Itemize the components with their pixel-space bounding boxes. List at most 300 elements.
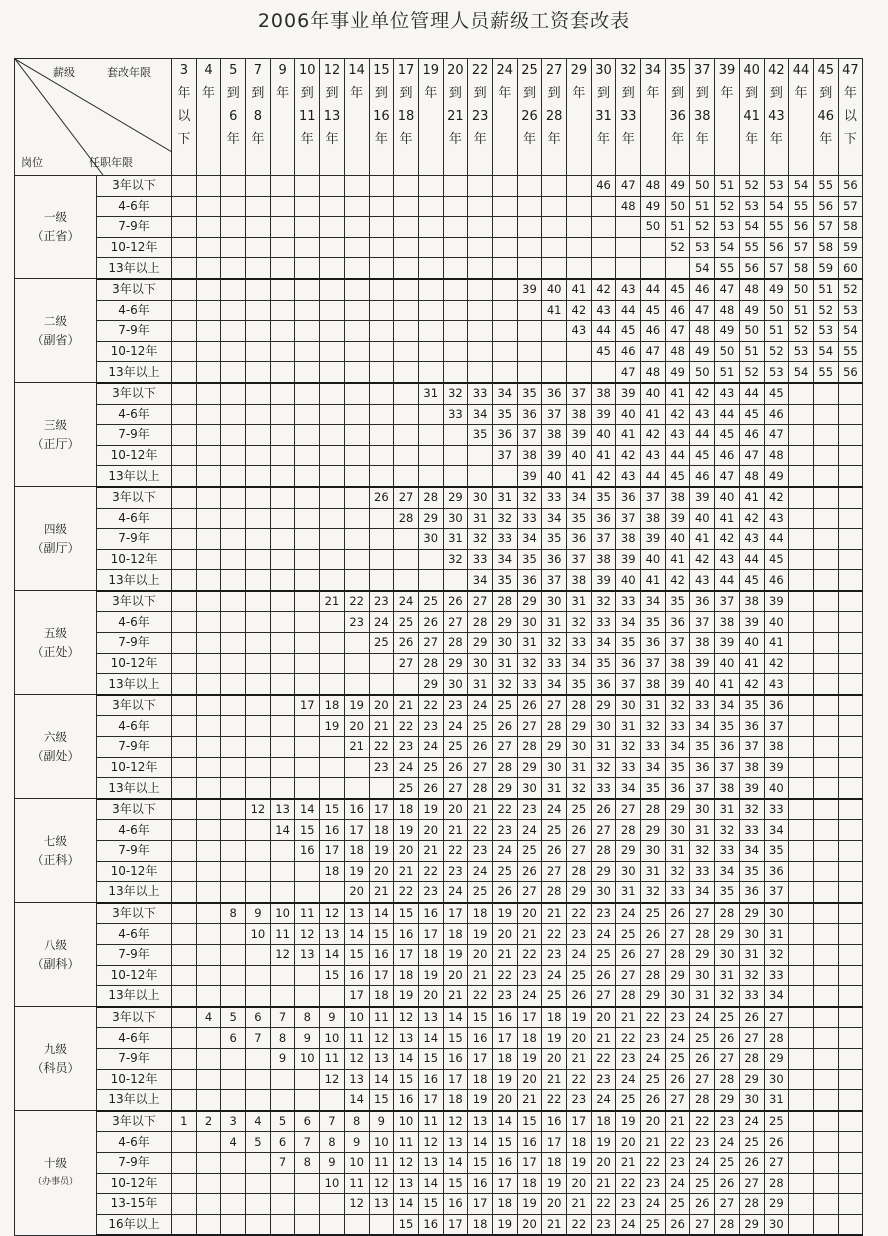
empty-cell [789,383,814,404]
column-header [270,59,295,176]
salary-grade-value: 33 [492,529,517,550]
empty-cell [838,425,863,446]
column-header-part: 6 [229,109,238,124]
salary-grade-value: 42 [715,529,740,550]
salary-grade-value: 49 [690,341,715,362]
column-header-part: 到 [448,86,462,101]
column-header-part: 8 [253,109,263,124]
empty-cell [196,237,221,258]
salary-grade-value: 24 [641,1194,666,1215]
salary-grade-value: 28 [394,508,419,529]
salary-grade-value: 22 [517,944,542,965]
column-header-part: 18 [397,109,415,124]
salary-grade-value: 20 [443,799,468,820]
salary-grade-value: 26 [394,633,419,654]
salary-grade-value: 24 [690,1007,715,1028]
header-row [15,59,863,176]
salary-grade-value: 32 [665,695,690,716]
empty-cell [320,196,345,217]
salary-grade-value: 35 [641,612,666,633]
empty-cell [295,882,320,903]
empty-cell [320,633,345,654]
salary-grade-value: 25 [542,820,567,841]
empty-cell [468,300,493,321]
empty-cell [344,529,369,550]
salary-grade-value: 22 [616,1173,641,1194]
salary-grade-value: 50 [715,341,740,362]
salary-grade-value: 46 [715,445,740,466]
salary-grade-value: 14 [369,1069,394,1090]
column-header [418,59,443,176]
empty-cell [517,196,542,217]
empty-cell [295,1173,320,1194]
empty-cell [172,362,197,383]
empty-cell [789,529,814,550]
salary-grade-value: 26 [690,1194,715,1215]
empty-cell [838,404,863,425]
salary-grade-value: 21 [418,841,443,862]
empty-cell [246,1048,271,1069]
salary-grade-value: 37 [665,633,690,654]
salary-grade-value: 12 [418,1132,443,1153]
salary-grade-value: 36 [591,674,616,695]
salary-grade-value: 40 [616,404,641,425]
salary-grade-value: 12 [369,1028,394,1049]
empty-cell [246,445,271,466]
empty-cell [172,799,197,820]
empty-cell [838,1173,863,1194]
column-header-part: 43 [768,109,785,124]
empty-cell [813,445,838,466]
salary-grade-value: 26 [665,1214,690,1235]
salary-grade-value: 23 [492,986,517,1007]
column-header-part: 年 [226,132,240,147]
empty-cell [369,570,394,591]
salary-grade-value: 31 [443,529,468,550]
salary-grade-value: 16 [443,1048,468,1069]
salary-grade-value: 32 [567,612,592,633]
salary-grade-value: 28 [591,841,616,862]
salary-grade-value: 22 [542,924,567,945]
empty-cell [221,237,246,258]
column-header-part: 13 [323,109,341,124]
salary-grade-value: 17 [517,1152,542,1173]
salary-grade-value: 22 [443,841,468,862]
salary-grade-value: 21 [492,944,517,965]
salary-grade-value: 20 [369,861,394,882]
salary-grade-value: 43 [616,466,641,487]
salary-grade-value: 21 [591,1028,616,1049]
salary-grade-value: 14 [394,1194,419,1215]
salary-grade-value: 28 [468,612,493,633]
empty-cell [542,217,567,238]
salary-grade-value: 25 [665,1048,690,1069]
tenure-cell: 13年以上 [97,882,172,903]
empty-cell [270,716,295,737]
salary-grade-value: 37 [641,487,666,508]
empty-cell [813,1069,838,1090]
salary-grade-value: 26 [418,778,443,799]
empty-cell [246,716,271,737]
salary-grade-value: 43 [715,549,740,570]
column-header [246,59,271,176]
salary-grade-value: 13 [320,924,345,945]
empty-cell [517,217,542,238]
table-row [15,695,863,716]
salary-grade-value: 34 [715,695,740,716]
salary-grade-value: 18 [443,924,468,945]
empty-cell [270,362,295,383]
salary-grade-value: 26 [468,737,493,758]
salary-grade-value: 29 [443,487,468,508]
empty-cell [270,1069,295,1090]
salary-grade-value: 39 [665,508,690,529]
empty-cell [344,487,369,508]
salary-grade-value: 30 [764,1069,789,1090]
salary-grade-value: 27 [641,944,666,965]
column-header-part: 35 [669,63,686,78]
table-row [15,258,863,279]
empty-cell [542,176,567,197]
salary-grade-value: 42 [764,487,789,508]
salary-grade-value: 41 [739,487,764,508]
salary-grade-value: 29 [517,591,542,612]
empty-cell [418,176,443,197]
salary-grade-value: 29 [443,653,468,674]
empty-cell [517,258,542,279]
empty-cell [369,445,394,466]
empty-cell [221,549,246,570]
grade-cell [15,176,97,279]
empty-cell [418,321,443,342]
empty-cell [295,1090,320,1111]
empty-cell [789,487,814,508]
empty-cell [320,757,345,778]
empty-cell [394,217,419,238]
salary-grade-value: 50 [690,362,715,383]
salary-grade-value: 44 [690,425,715,446]
column-header-part: 25 [521,63,538,78]
empty-cell [789,653,814,674]
salary-grade-value: 40 [690,508,715,529]
empty-cell [295,986,320,1007]
salary-grade-value: 20 [542,1194,567,1215]
salary-grade-value: 26 [641,924,666,945]
empty-cell [838,716,863,737]
salary-grade-value: 34 [517,529,542,550]
salary-grade-value: 21 [542,903,567,924]
tenure-cell: 10-12年 [97,549,172,570]
salary-grade-value: 43 [690,404,715,425]
empty-cell [418,341,443,362]
salary-grade-value: 18 [418,944,443,965]
salary-grade-value: 22 [567,1069,592,1090]
salary-grade-value: 19 [394,820,419,841]
salary-grade-value: 26 [443,591,468,612]
empty-cell [246,549,271,570]
column-header-part: 年 [819,132,833,147]
empty-cell [196,716,221,737]
column-header [567,59,592,176]
tenure-cell: 3年以下 [97,1007,172,1028]
column-header-part: 年 [720,86,734,101]
table-row [15,404,863,425]
salary-grade-value: 10 [246,924,271,945]
empty-cell [221,341,246,362]
salary-grade-value: 24 [418,737,443,758]
salary-grade-value: 8 [221,903,246,924]
empty-cell [394,176,419,197]
empty-cell [838,1152,863,1173]
empty-cell [172,1069,197,1090]
column-header-part: 年 [646,86,660,101]
column-header-part: 年 [522,132,536,147]
salary-grade-value: 20 [418,986,443,1007]
grade-cell [15,903,97,1007]
empty-cell [394,529,419,550]
salary-grade-value: 21 [443,820,468,841]
empty-cell [394,279,419,300]
salary-grade-value: 31 [641,695,666,716]
salary-grade-value: 30 [517,778,542,799]
empty-cell [320,508,345,529]
empty-cell [344,279,369,300]
table-row [15,217,863,238]
salary-grade-value: 35 [739,861,764,882]
salary-grade-value: 33 [739,986,764,1007]
salary-grade-value: 18 [542,1007,567,1028]
salary-grade-value: 12 [394,1007,419,1028]
empty-cell [443,237,468,258]
salary-grade-value: 33 [690,861,715,882]
empty-cell [468,466,493,487]
salary-grade-value: 24 [542,965,567,986]
salary-grade-value: 23 [517,799,542,820]
salary-grade-value: 25 [567,965,592,986]
empty-cell [172,986,197,1007]
tenure-cell: 10-12年 [97,1173,172,1194]
empty-cell [394,674,419,695]
empty-cell [221,841,246,862]
salary-grade-value: 26 [739,1152,764,1173]
empty-cell [270,341,295,362]
salary-grade-value: 25 [369,633,394,654]
salary-grade-value: 26 [492,716,517,737]
empty-cell [196,300,221,321]
salary-grade-value: 15 [394,1069,419,1090]
column-header-part: 40 [743,63,760,78]
table-body [15,176,863,1236]
column-header-part: 28 [545,109,563,124]
salary-grade-value: 50 [641,217,666,238]
empty-cell [295,425,320,446]
salary-grade-value: 25 [492,695,517,716]
column-header [295,59,320,176]
column-header-part: 31 [595,109,612,124]
empty-cell [813,820,838,841]
empty-cell [567,258,592,279]
salary-grade-value: 30 [616,861,641,882]
salary-grade-value: 27 [468,757,493,778]
salary-grade-value: 17 [542,1132,567,1153]
salary-grade-value: 49 [641,196,666,217]
salary-grade-value: 29 [665,965,690,986]
salary-grade-value: 15 [443,1028,468,1049]
salary-grade-value: 11 [344,1173,369,1194]
table-row [15,362,863,383]
empty-cell [295,300,320,321]
empty-cell [320,487,345,508]
empty-cell [443,279,468,300]
salary-grade-value: 39 [739,778,764,799]
salary-grade-value: 33 [764,965,789,986]
salary-grade-value: 12 [320,903,345,924]
salary-grade-value: 37 [739,737,764,758]
salary-grade-value: 33 [715,841,740,862]
empty-cell [789,1132,814,1153]
salary-grade-value: 17 [567,1111,592,1132]
empty-cell [246,944,271,965]
salary-grade-value: 56 [838,362,863,383]
column-header [320,59,345,176]
salary-grade-value: 30 [591,882,616,903]
column-header-part: 年 [448,132,462,147]
empty-cell [567,176,592,197]
empty-cell [295,778,320,799]
salary-grade-value: 14 [418,1028,443,1049]
table-row [15,674,863,695]
column-header [344,59,369,176]
empty-cell [813,425,838,446]
salary-grade-value: 16 [295,841,320,862]
salary-grade-value: 31 [591,737,616,758]
grade-cell [15,487,97,591]
salary-grade-value: 32 [517,653,542,674]
salary-grade-value: 25 [591,944,616,965]
empty-cell [196,549,221,570]
empty-cell [567,341,592,362]
salary-grade-value: 27 [764,1007,789,1028]
empty-cell [295,466,320,487]
salary-grade-value: 48 [641,362,666,383]
table-row [15,279,863,300]
salary-grade-value: 14 [443,1152,468,1173]
salary-grade-value: 27 [690,1214,715,1235]
salary-grade-value: 49 [715,321,740,342]
salary-grade-value: 28 [567,695,592,716]
table-row [15,944,863,965]
salary-grade-value: 43 [616,279,641,300]
salary-grade-value: 6 [221,1028,246,1049]
salary-grade-value: 15 [320,799,345,820]
empty-cell [320,279,345,300]
salary-grade-value: 17 [418,924,443,945]
empty-cell [221,1152,246,1173]
empty-cell [813,404,838,425]
salary-grade-value: 24 [591,924,616,945]
salary-grade-value: 29 [665,799,690,820]
empty-cell [295,237,320,258]
salary-grade-value: 9 [270,1048,295,1069]
salary-grade-value: 34 [591,633,616,654]
salary-grade-value: 16 [443,1194,468,1215]
salary-grade-value: 43 [690,570,715,591]
salary-grade-value: 23 [468,841,493,862]
column-header-part: 33 [619,109,637,124]
salary-grade-value: 18 [468,1069,493,1090]
empty-cell [567,217,592,238]
salary-grade-value: 22 [394,716,419,737]
empty-cell [468,258,493,279]
salary-grade-value: 31 [517,633,542,654]
salary-grade-value: 37 [641,653,666,674]
salary-grade-value: 9 [295,1028,320,1049]
empty-cell [468,217,493,238]
empty-cell [813,653,838,674]
empty-cell [838,1132,863,1153]
empty-cell [246,529,271,550]
salary-grade-value: 41 [665,549,690,570]
salary-grade-value: 22 [665,1132,690,1153]
salary-grade-value: 57 [764,258,789,279]
empty-cell [665,258,690,279]
salary-grade-value: 22 [394,882,419,903]
empty-cell [838,1194,863,1215]
empty-cell [492,258,517,279]
empty-cell [789,882,814,903]
empty-cell [813,570,838,591]
salary-grade-value: 22 [468,820,493,841]
grade-name: 五级 [44,625,67,640]
salary-grade-value: 9 [369,1111,394,1132]
empty-cell [813,882,838,903]
salary-grade-value: 20 [492,924,517,945]
salary-grade-value: 45 [665,466,690,487]
salary-grade-value: 38 [542,425,567,446]
salary-grade-value: 19 [468,1090,493,1111]
salary-grade-value: 42 [591,466,616,487]
empty-cell [172,300,197,321]
corner-label-conversion-years: 套改年限 [107,66,151,79]
salary-grade-value: 31 [665,841,690,862]
salary-grade-value: 25 [616,924,641,945]
salary-grade-value: 24 [616,1214,641,1235]
salary-grade-value: 45 [665,279,690,300]
column-header-part: 到 [399,86,413,101]
empty-cell [418,279,443,300]
salary-grade-value: 22 [492,965,517,986]
empty-cell [443,217,468,238]
salary-grade-value: 16 [468,1028,493,1049]
column-header [715,59,740,176]
empty-cell [172,882,197,903]
empty-cell [492,362,517,383]
salary-grade-value: 38 [517,445,542,466]
empty-cell [344,404,369,425]
salary-grade-value: 12 [320,1069,345,1090]
salary-grade-value: 33 [665,716,690,737]
empty-cell [221,778,246,799]
table-row [15,1090,863,1111]
salary-grade-value: 35 [591,487,616,508]
tenure-cell: 7-9年 [97,841,172,862]
salary-grade-value: 35 [665,757,690,778]
empty-cell [616,258,641,279]
salary-grade-value: 28 [567,861,592,882]
empty-cell [344,217,369,238]
salary-grade-value: 47 [616,176,641,197]
salary-grade-value: 23 [616,1194,641,1215]
